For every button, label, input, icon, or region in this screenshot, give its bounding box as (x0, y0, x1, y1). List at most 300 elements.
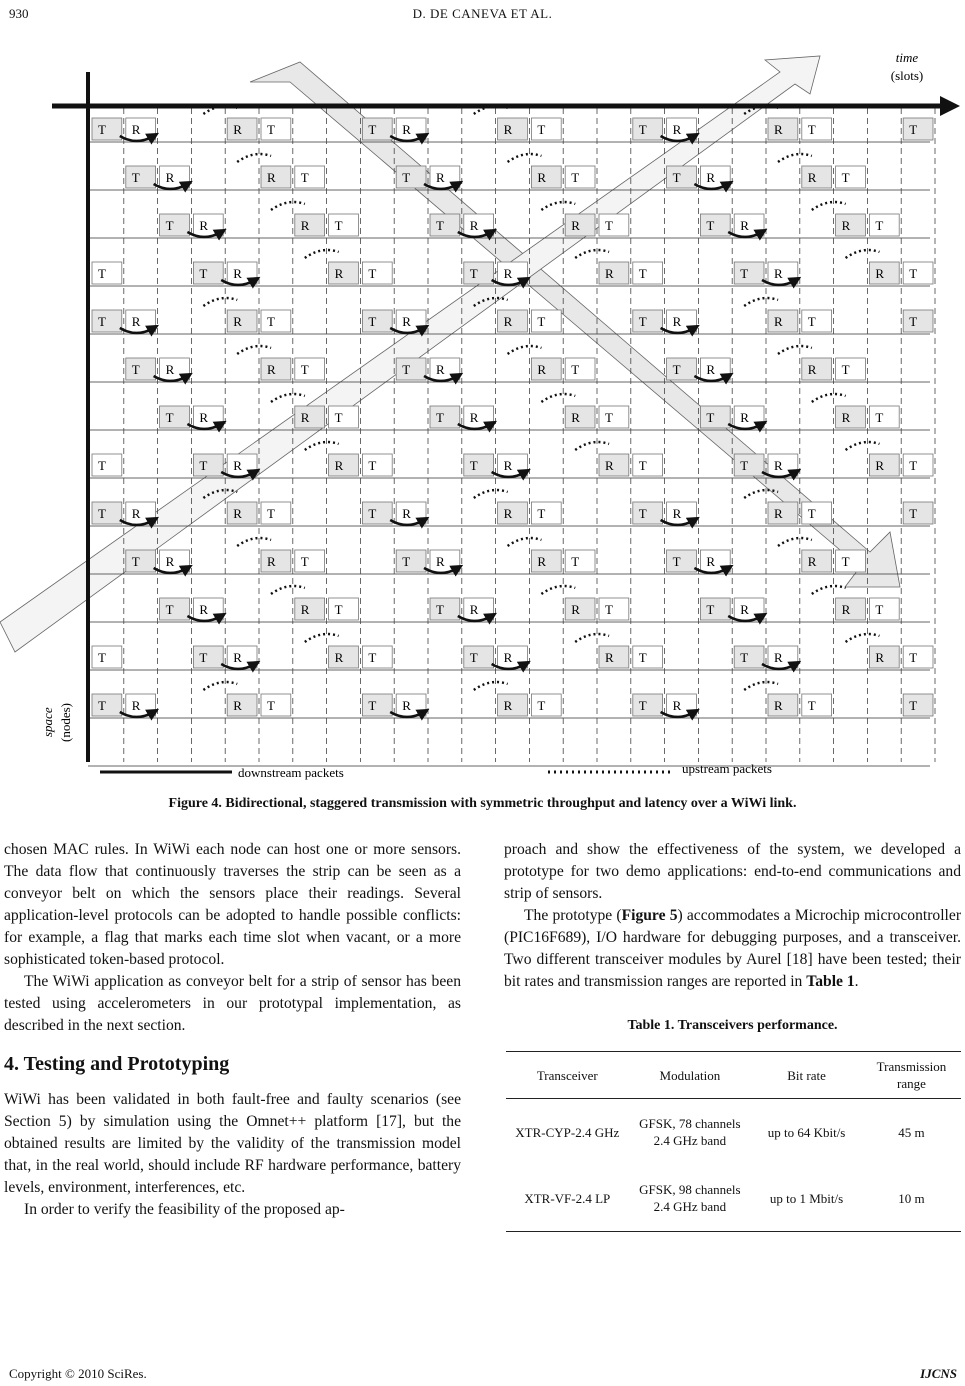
upstream-arrow (541, 202, 575, 210)
table-row: XTR-CYP-2.4 GHz GFSK, 78 channels 2.4 GHz band up to 64 Kbit/s 45 m (515, 1116, 925, 1148)
upstream-arrow (744, 298, 778, 306)
upstream-arrow (271, 586, 305, 594)
svg-text:T: T (469, 458, 478, 473)
svg-text:T: T (469, 650, 478, 665)
slot-cell (329, 406, 359, 428)
svg-text:T: T (98, 314, 106, 329)
slot-cell (498, 502, 528, 524)
svg-text:T: T (334, 410, 343, 425)
slot-cell (768, 118, 798, 140)
slot-cell (261, 502, 291, 524)
svg-text:R: R (199, 602, 209, 617)
svg-text:T: T (841, 170, 850, 185)
slot-cell (802, 166, 832, 188)
svg-text:R: R (165, 170, 175, 185)
col-header-transceiver: Transceiver (536, 1067, 598, 1083)
svg-text:R: R (503, 698, 513, 713)
slot-cell (802, 694, 832, 716)
slot-cell (633, 262, 663, 284)
slot-cell (92, 118, 122, 140)
upstream-arrow (812, 202, 846, 210)
slot-cell (734, 262, 764, 284)
svg-text:R: R (233, 458, 242, 473)
svg-text:T: T (131, 170, 140, 185)
slot-cell (802, 502, 832, 524)
slot-cell (362, 646, 392, 668)
slot-cell (903, 694, 933, 716)
slot-cell (802, 550, 832, 572)
svg-text:T: T (875, 218, 884, 233)
footer-copyright: Copyright © 2010 SciRes. (9, 1366, 147, 1381)
svg-text:R: R (672, 506, 682, 521)
packet-links (120, 106, 880, 717)
svg-text:R: R (740, 602, 749, 617)
right-para-2: The prototype (Figure 5) accommodates a Microchip microcontroller (PIC16F689), I/O hardware for debugging purposes, and a transceiver. Two different transceiver modules by Aurel [18] have been tested; their bit rates and transmission ranges are reported in Table 1. (504, 907, 962, 990)
figure-4-diagram (0, 42, 965, 787)
svg-text:T: T (436, 602, 444, 617)
slot-cell (92, 502, 122, 524)
slot-cell (565, 550, 595, 572)
slot-cell (903, 262, 933, 284)
svg-text:R: R (571, 602, 580, 617)
slot-cell (160, 406, 190, 428)
figure-5-reference[interactable]: Figure 5 (621, 907, 678, 924)
upstream-arrow (271, 394, 305, 402)
svg-text:R: R (875, 458, 885, 473)
slot-cell (531, 166, 561, 188)
svg-text:T: T (199, 650, 208, 665)
space-axis-label: space (40, 707, 55, 737)
svg-text:T: T (841, 554, 850, 569)
svg-text:T: T (605, 602, 613, 617)
slot-cell (498, 310, 528, 332)
svg-text:T: T (875, 410, 884, 425)
slot-cell (295, 214, 325, 236)
slot-cell (227, 694, 257, 716)
slot-cell (565, 358, 595, 380)
upstream-arrow (237, 538, 271, 546)
svg-text:T: T (368, 266, 377, 281)
svg-text:T: T (875, 602, 884, 617)
legend-upstream-label: upstream packets (682, 761, 772, 776)
svg-text:R: R (267, 170, 276, 185)
left-para-4: In order to verify the feasibility of the proposed ap- (24, 1201, 345, 1218)
slot-cell (869, 262, 899, 284)
svg-text:R: R (774, 650, 783, 665)
slot-cell (599, 598, 629, 620)
svg-text:T: T (98, 122, 106, 137)
slot-cell (836, 550, 866, 572)
svg-text:R: R (469, 218, 479, 233)
svg-text:R: R (233, 266, 242, 281)
svg-text:R: R (267, 362, 276, 377)
svg-text:T: T (98, 266, 106, 281)
upstream-arrow (305, 634, 339, 642)
slot-cell (92, 454, 122, 476)
svg-text:T: T (807, 506, 816, 521)
slot-cell (498, 118, 528, 140)
svg-text:T: T (706, 410, 715, 425)
svg-text:T: T (402, 170, 411, 185)
svg-text:R: R (706, 170, 716, 185)
svg-text:R: R (165, 554, 175, 569)
svg-text:R: R (841, 410, 851, 425)
slot-cell (768, 310, 798, 332)
slot-cell (261, 550, 291, 572)
left-para-3: WiWi has been validated in both fault-free and faulty scenarios (see Section 5) by simulation using the Omnet++ platform [17], but the obtained results are limited by the validity of the transmission model that, in the real world, should include RF hardware performance, battery levels, environment, interferences, etc. (4, 1091, 461, 1196)
slot-cell (531, 550, 561, 572)
svg-text:T: T (368, 458, 377, 473)
slot-cell (464, 646, 494, 668)
upstream-arrow (778, 154, 812, 162)
upstream-arrow (541, 586, 575, 594)
svg-text:T: T (98, 458, 106, 473)
svg-text:R: R (233, 698, 242, 713)
right-para-1: proach and show the effectiveness of the system, we developed a prototype for two demo applications: end-to-end communications and strip of sensors. (504, 841, 961, 902)
slot-cell (599, 262, 629, 284)
slot-cell (430, 406, 460, 428)
upstream-arrow (575, 442, 609, 450)
slot-cell (295, 598, 325, 620)
slot-cell (261, 118, 291, 140)
upstream-arrow (508, 154, 542, 162)
svg-text:T: T (334, 218, 343, 233)
upstream-arrow (305, 250, 339, 258)
upstream-arrow (778, 346, 812, 354)
svg-text:R: R (503, 650, 513, 665)
col-header-modulation: Modulation (659, 1067, 721, 1083)
upstream-arrow (744, 682, 778, 690)
slot-cell (329, 454, 359, 476)
svg-text:T: T (571, 170, 580, 185)
slot-cell (227, 118, 257, 140)
svg-text:T: T (267, 314, 275, 329)
svg-text:R: R (503, 122, 513, 137)
svg-text:T: T (469, 266, 478, 281)
legend-downstream-label: downstream packets (238, 765, 344, 780)
slot-cell (667, 166, 697, 188)
slot-cell (126, 166, 156, 188)
time-axis-label: time (895, 50, 919, 65)
svg-text:R: R (334, 266, 344, 281)
svg-text:R: R (672, 698, 682, 713)
svg-text:T: T (909, 458, 918, 473)
upstream-arrow (541, 394, 575, 402)
slot-cell (633, 502, 663, 524)
svg-text:R: R (165, 362, 175, 377)
slot-cell (126, 550, 156, 572)
svg-text:R: R (402, 506, 411, 521)
slot-cell (531, 502, 561, 524)
svg-text:T: T (267, 506, 275, 521)
svg-text:T: T (571, 554, 580, 569)
svg-text:T: T (841, 362, 850, 377)
slot-cell (193, 646, 223, 668)
svg-text:T: T (807, 122, 816, 137)
svg-text:T: T (131, 554, 140, 569)
slot-cell (227, 502, 257, 524)
transceivers-table (506, 1051, 961, 1232)
slot-cell (92, 262, 122, 284)
slot-cell (599, 646, 629, 668)
slot-cell (768, 694, 798, 716)
col-header-range: Transmission range (876, 1059, 947, 1091)
slot-cell (565, 406, 595, 428)
svg-text:T: T (300, 554, 309, 569)
svg-text:R: R (537, 362, 547, 377)
upstream-arrow (508, 346, 542, 354)
slot-cell (869, 214, 899, 236)
upstream-arrow (508, 538, 542, 546)
svg-text:R: R (841, 218, 851, 233)
svg-text:R: R (807, 554, 817, 569)
slot-cell (531, 118, 561, 140)
svg-text:R: R (503, 266, 513, 281)
svg-text:R: R (774, 266, 783, 281)
svg-text:R: R (469, 602, 479, 617)
upstream-arrow (846, 442, 880, 450)
svg-text:T: T (98, 506, 106, 521)
svg-text:T: T (706, 602, 715, 617)
slot-cell (531, 694, 561, 716)
slot-cell (531, 358, 561, 380)
slot-cell (734, 454, 764, 476)
svg-text:T: T (909, 122, 918, 137)
slot-cell (261, 694, 291, 716)
slot-cell (802, 310, 832, 332)
svg-text:R: R (503, 314, 513, 329)
slot-cell (700, 214, 730, 236)
page-number: 930 (9, 6, 29, 21)
svg-text:R: R (233, 314, 242, 329)
upstream-arrow (474, 682, 508, 690)
slot-cell (869, 406, 899, 428)
table-1-reference[interactable]: Table 1 (806, 973, 855, 990)
svg-text:R: R (503, 506, 513, 521)
slot-cell (396, 550, 426, 572)
slot-cell (667, 358, 697, 380)
slot-cell (362, 694, 392, 716)
slot-cell (160, 598, 190, 620)
slot-cell (160, 214, 190, 236)
svg-text:R: R (131, 122, 141, 137)
svg-text:T: T (909, 506, 918, 521)
svg-text:T: T (807, 314, 816, 329)
slot-cell (193, 454, 223, 476)
upstream-arrow (812, 394, 846, 402)
svg-text:R: R (131, 506, 141, 521)
svg-text:R: R (807, 170, 817, 185)
svg-text:R: R (402, 314, 411, 329)
slot-cell (464, 262, 494, 284)
slot-cell (329, 598, 359, 620)
slot-cell (700, 406, 730, 428)
svg-text:T: T (706, 218, 715, 233)
slot-cell (531, 310, 561, 332)
svg-text:T: T (402, 554, 411, 569)
slot-cell (227, 310, 257, 332)
upstream-arrow (271, 202, 305, 210)
svg-text:T: T (368, 698, 377, 713)
left-column (4, 839, 461, 1221)
svg-text:R: R (503, 458, 513, 473)
svg-text:R: R (571, 410, 580, 425)
svg-text:R: R (402, 122, 411, 137)
slot-cell (903, 310, 933, 332)
slot-cell (836, 166, 866, 188)
slot-cell (92, 646, 122, 668)
svg-text:T: T (267, 698, 275, 713)
svg-text:R: R (131, 698, 141, 713)
upstream-arrow (575, 250, 609, 258)
slot-cell (836, 598, 866, 620)
slot-cell (633, 646, 663, 668)
svg-text:T: T (436, 410, 444, 425)
svg-text:R: R (233, 506, 242, 521)
svg-text:R: R (605, 650, 614, 665)
svg-text:R: R (402, 698, 411, 713)
svg-text:T: T (909, 266, 918, 281)
slot-cell (295, 166, 325, 188)
slot-cell (329, 214, 359, 236)
slot-cell (295, 550, 325, 572)
table-row: XTR-VF-2.4 LP GFSK, 98 channels 2.4 GHz band up to 1 Mbit/s 10 m (506, 1165, 961, 1232)
slot-cell (92, 694, 122, 716)
svg-text:T: T (199, 266, 208, 281)
svg-text:R: R (537, 170, 547, 185)
upstream-arrow (846, 634, 880, 642)
svg-text:T: T (165, 602, 174, 617)
slot-cell (565, 598, 595, 620)
svg-text:R: R (875, 650, 885, 665)
svg-text:R: R (672, 122, 682, 137)
slot-cell (362, 118, 392, 140)
slot-cell (633, 118, 663, 140)
slot-cell (329, 646, 359, 668)
svg-text:T: T (300, 362, 309, 377)
svg-text:R: R (605, 266, 614, 281)
slot-cell (126, 358, 156, 380)
slot-cell (362, 262, 392, 284)
svg-text:T: T (300, 170, 309, 185)
slot-cell (430, 598, 460, 620)
slot-cell (633, 310, 663, 332)
slot-cell (836, 214, 866, 236)
svg-text:R: R (740, 218, 749, 233)
time-axis-label-unit: (slots) (890, 68, 924, 83)
svg-text:R: R (199, 218, 209, 233)
upstream-arrow (474, 490, 508, 498)
slot-cell (261, 310, 291, 332)
svg-text:T: T (537, 122, 546, 137)
svg-text:T: T (199, 458, 208, 473)
svg-text:T: T (638, 458, 647, 473)
svg-text:T: T (638, 650, 647, 665)
svg-text:T: T (672, 362, 681, 377)
upstream-arrow (203, 682, 237, 690)
svg-text:R: R (300, 602, 310, 617)
slot-cell (836, 406, 866, 428)
slot-cell (734, 646, 764, 668)
svg-text:R: R (875, 266, 885, 281)
svg-text:R: R (233, 650, 242, 665)
svg-text:R: R (774, 698, 783, 713)
section-heading: 4. Testing and Prototyping (4, 1053, 230, 1075)
svg-text:R: R (740, 410, 749, 425)
slot-cell (565, 214, 595, 236)
slot-cell (869, 598, 899, 620)
svg-text:T: T (909, 314, 918, 329)
slot-cell (869, 646, 899, 668)
upstream-arrow (778, 538, 812, 546)
svg-text:T: T (909, 650, 918, 665)
slot-cell (633, 454, 663, 476)
svg-text:R: R (571, 218, 580, 233)
slot-cell (768, 502, 798, 524)
upstream-arrow (575, 634, 609, 642)
slot-cell (430, 214, 460, 236)
svg-text:T: T (537, 698, 546, 713)
upstream-arrow (237, 154, 271, 162)
slot-cell (903, 502, 933, 524)
svg-text:T: T (638, 506, 647, 521)
footer-journal: IJCNS (920, 1366, 957, 1381)
svg-text:R: R (436, 362, 445, 377)
svg-text:T: T (334, 602, 343, 617)
svg-text:R: R (436, 170, 445, 185)
svg-text:T: T (807, 698, 816, 713)
svg-text:R: R (774, 122, 783, 137)
upstream-arrow (846, 250, 880, 258)
svg-text:T: T (740, 458, 749, 473)
upstream-arrow (203, 298, 237, 306)
svg-text:T: T (638, 314, 647, 329)
slot-cell (396, 358, 426, 380)
slot-cell (193, 262, 223, 284)
svg-text:T: T (605, 410, 613, 425)
svg-text:T: T (638, 122, 647, 137)
slot-cell (464, 454, 494, 476)
svg-text:T: T (165, 218, 174, 233)
svg-text:T: T (165, 410, 174, 425)
slot-cell (700, 598, 730, 620)
running-title: D. DE CANEVA ET AL. (412, 6, 553, 21)
svg-text:T: T (672, 554, 681, 569)
svg-text:R: R (233, 122, 242, 137)
slot-cell (565, 166, 595, 188)
upstream-arrow (744, 490, 778, 498)
slot-cell (329, 262, 359, 284)
svg-text:T: T (605, 218, 613, 233)
slot-cell (295, 358, 325, 380)
slot-cell (498, 694, 528, 716)
slot-cell (599, 454, 629, 476)
slot-cell (362, 310, 392, 332)
slot-cell (396, 166, 426, 188)
col-header-bit-rate: Bit rate (787, 1067, 826, 1083)
svg-text:T: T (537, 314, 546, 329)
svg-text:R: R (706, 554, 716, 569)
svg-text:T: T (267, 122, 275, 137)
svg-text:R: R (469, 410, 479, 425)
transmission-cells (92, 118, 933, 716)
svg-text:R: R (774, 458, 783, 473)
svg-text:T: T (672, 170, 681, 185)
upstream-arrow (812, 586, 846, 594)
svg-text:T: T (740, 650, 749, 665)
svg-text:T: T (98, 698, 106, 713)
svg-text:T: T (368, 314, 377, 329)
